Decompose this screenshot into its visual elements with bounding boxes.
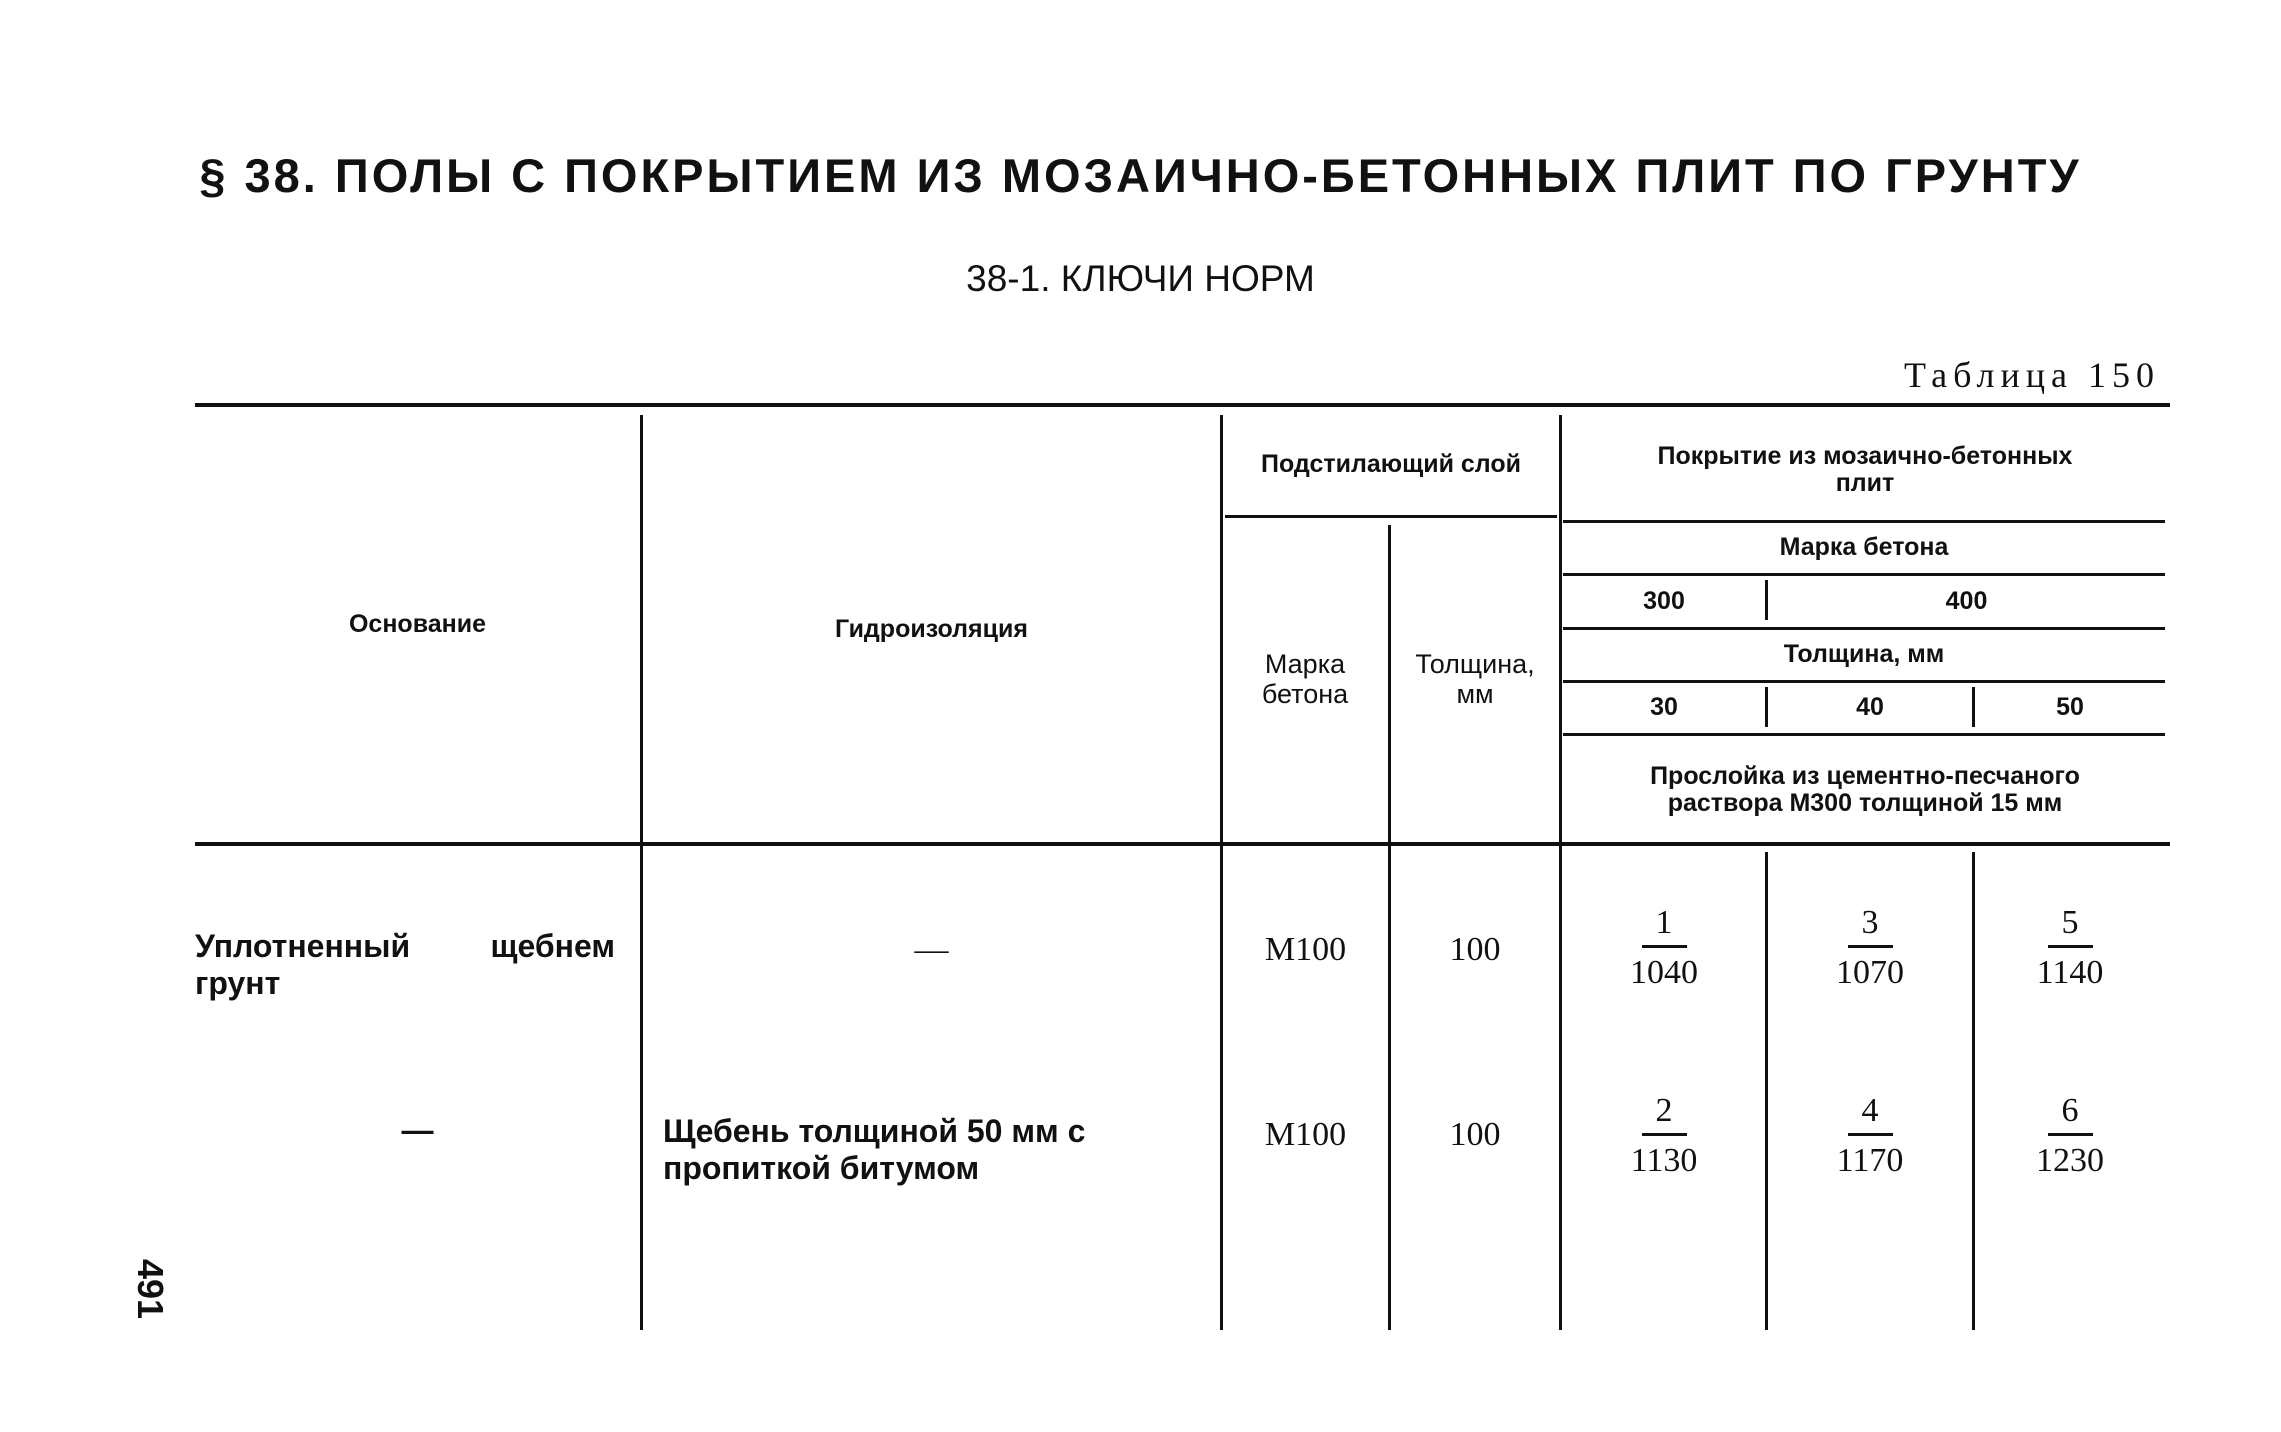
row1-waterproofing: —: [914, 931, 949, 969]
row1-key-40: [1768, 904, 1972, 992]
row2-thickness: 100: [1449, 1116, 1501, 1154]
row1-base-line1: Уплотненный щебнем: [195, 928, 615, 965]
key-number: 2: [1642, 1092, 1687, 1136]
row1-base-line2: грунт: [195, 965, 281, 1001]
subsection-title: 38-1. КЛЮЧИ НОРМ: [966, 258, 1315, 299]
header-underlayer-grade: Марка бетона: [1261, 649, 1349, 709]
key-number: 1: [1642, 904, 1687, 948]
key-number: 5: [2048, 904, 2093, 948]
thickness-values-rule: [1563, 733, 2165, 736]
key-code: 1230: [2036, 1142, 2104, 1180]
header-waterproofing: Гидроизоляция: [835, 615, 1028, 644]
row2-waterproofing: Щебень толщиной 50 мм с пропиткой битумом: [663, 1113, 1086, 1186]
row2-key-50: [1975, 1092, 2165, 1180]
table-label: Таблица 150: [1904, 355, 2160, 395]
page-number: 491: [130, 1258, 172, 1320]
header-grade-400: 400: [1945, 586, 1988, 615]
header-interlayer: Прослойка из цементно-песчаного раствора М300 толщиной 15 мм: [1650, 761, 2080, 817]
table-top-rule: [195, 403, 2170, 407]
row1-grade: М100: [1264, 931, 1347, 969]
header-coating-thickness: Толщина, мм: [1783, 640, 1945, 669]
header-coating: Покрытие из мозаично-бетонных плит: [1657, 441, 2073, 497]
key-number: 6: [2048, 1092, 2093, 1136]
key-code: 1070: [1836, 954, 1904, 992]
row2-key-40: [1768, 1092, 1972, 1180]
key-code: 1040: [1630, 954, 1698, 992]
key-number: 4: [1848, 1092, 1893, 1136]
header-underlayer-thickness: Толщина, мм: [1415, 649, 1535, 709]
row1-base: [195, 920, 615, 1010]
row1-key-50: [1975, 904, 2165, 992]
section-title: § 38. ПОЛЫ С ПОКРЫТИЕМ ИЗ МОЗАИЧНО-БЕТОННЫХ ПЛИТ ПО ГРУНТУ: [199, 149, 2082, 202]
row1-key-30: [1563, 904, 1765, 992]
header-thickness-40: 40: [1856, 693, 1884, 722]
col-divider-4: [1559, 415, 1562, 1330]
underlayer-rule: [1225, 515, 1557, 518]
key-number: 3: [1848, 904, 1893, 948]
row2-key-30: [1563, 1092, 1765, 1180]
row2-base: —: [401, 1111, 434, 1148]
header-grade-300: 300: [1643, 586, 1685, 615]
row2-grade: М100: [1264, 1116, 1347, 1154]
header-thickness-50: 50: [2056, 693, 2084, 722]
header-coating-grade: Марка бетона: [1779, 533, 1949, 562]
header-base: Основание: [348, 610, 487, 639]
col-divider-2: [1220, 415, 1223, 1330]
row1-thickness: 100: [1449, 931, 1501, 969]
header-underlayer: Подстилающий слой: [1261, 450, 1521, 479]
key-code: 1140: [2036, 954, 2104, 992]
key-code: 1130: [1630, 1142, 1698, 1180]
key-code: 1170: [1836, 1142, 1904, 1180]
header-thickness-30: 30: [1650, 693, 1678, 722]
